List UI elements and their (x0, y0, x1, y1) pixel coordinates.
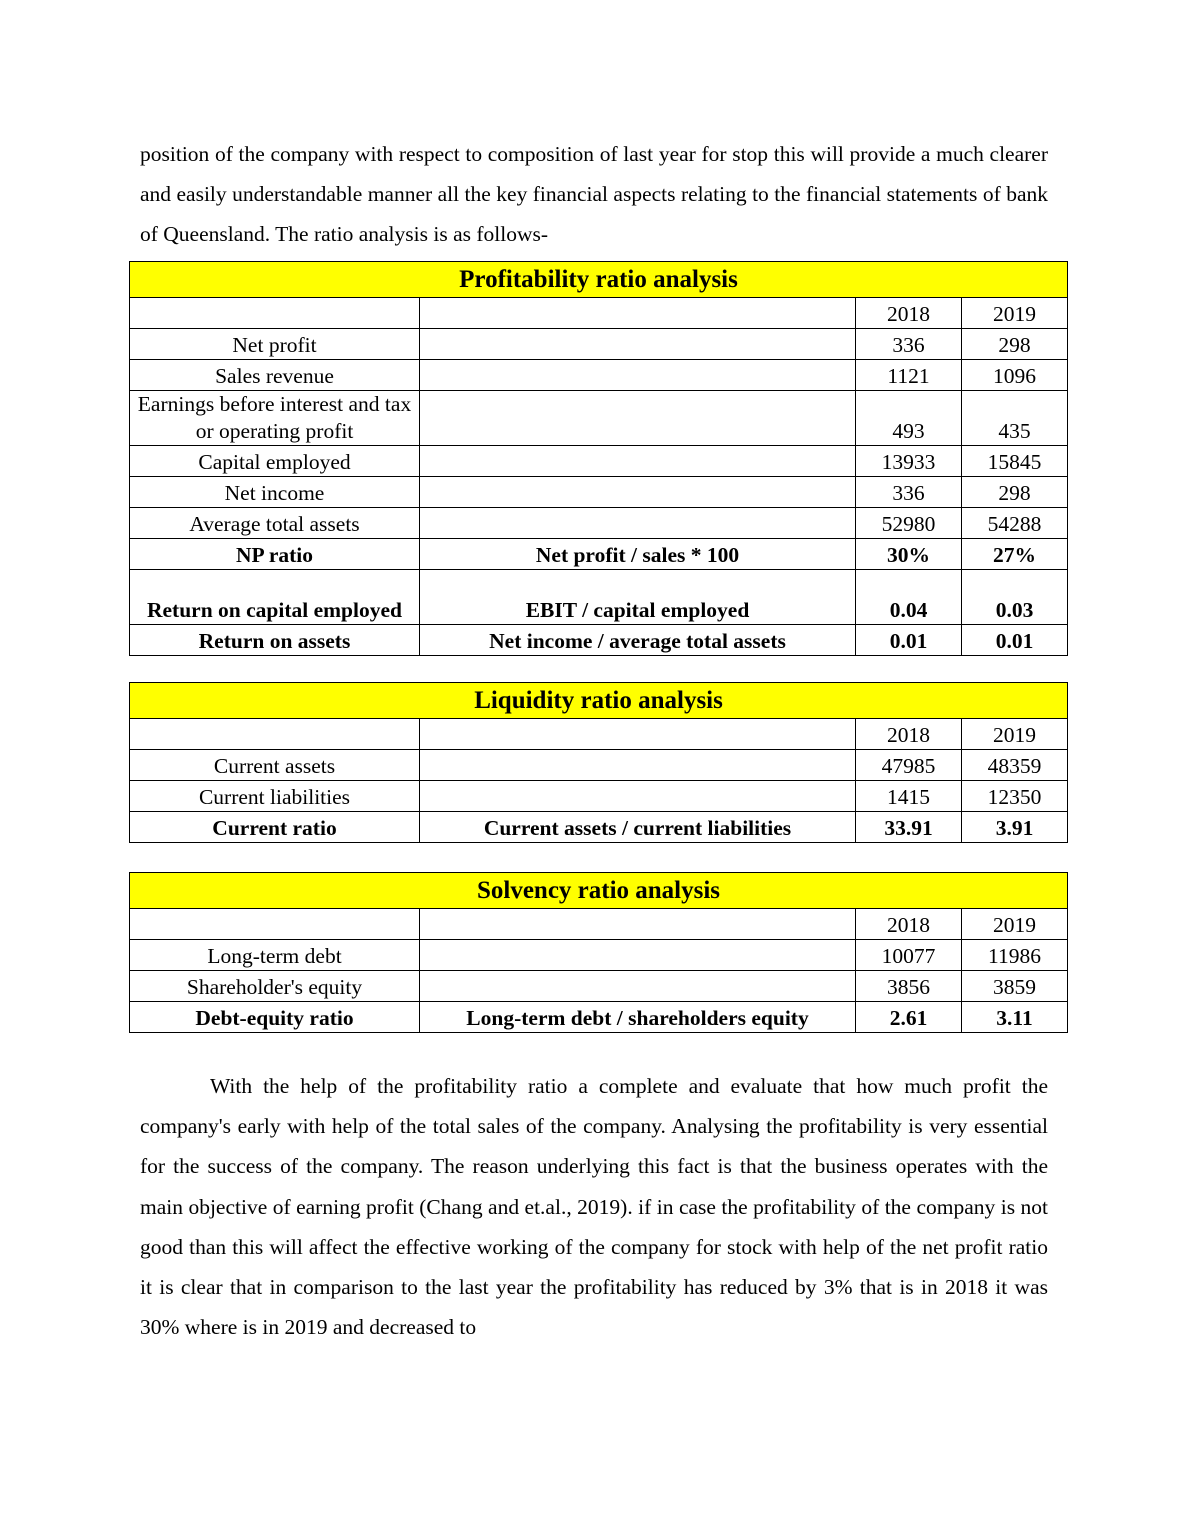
value-2018: 13933 (856, 446, 962, 477)
table-row (130, 971, 1068, 1002)
row-label: Net income (130, 477, 420, 508)
table-row (130, 446, 1068, 477)
row-formula: Net profit / sales * 100 (420, 539, 856, 570)
row-formula (420, 360, 856, 391)
value-2019: 0.01 (962, 625, 1068, 656)
table-row (130, 940, 1068, 971)
row-formula: Long-term debt / shareholders equity (420, 1002, 856, 1033)
value-2018: 0.04 (856, 570, 962, 625)
row-label: NP ratio (130, 539, 420, 570)
value-2019: 54288 (962, 508, 1068, 539)
row-formula (420, 781, 856, 812)
year-2018: 2018 (856, 909, 962, 940)
row-label: Return on capital employed (130, 570, 420, 625)
table-row-ratio (130, 625, 1068, 656)
row-label: Return on assets (130, 625, 420, 656)
value-2018: 10077 (856, 940, 962, 971)
year-header-row (130, 298, 1068, 329)
row-formula (420, 446, 856, 477)
row-label: Earnings before interest and tax or operating profit (130, 391, 420, 446)
value-2018: 2.61 (856, 1002, 962, 1033)
intro-paragraph: position of the company with respect to composition of last year for stop this will provide a much clearer and easily understandable manner all the key financial aspects relating to the financial statements of bank of Queensland. The ratio analysis is as follows- (140, 142, 1048, 247)
value-2019: 1096 (962, 360, 1068, 391)
row-formula: Net income / average total assets (420, 625, 856, 656)
table-row-ratio (130, 1002, 1068, 1033)
value-2019: 48359 (962, 750, 1068, 781)
year-2018: 2018 (856, 298, 962, 329)
table-row (130, 508, 1068, 539)
row-label: Capital employed (130, 446, 420, 477)
row-label: Sales revenue (130, 360, 420, 391)
value-2018: 33.91 (856, 812, 962, 843)
table-row (130, 750, 1068, 781)
value-2019: 298 (962, 477, 1068, 508)
row-formula (420, 940, 856, 971)
value-2018: 47985 (856, 750, 962, 781)
value-2018: 493 (856, 391, 962, 446)
table-row-ratio (130, 570, 1068, 625)
row-label: Net profit (130, 329, 420, 360)
value-2019: 3.91 (962, 812, 1068, 843)
profitability-table (129, 261, 1068, 656)
value-2019: 12350 (962, 781, 1068, 812)
table-row (130, 329, 1068, 360)
row-formula (420, 477, 856, 508)
table-row (130, 360, 1068, 391)
row-label: Debt-equity ratio (130, 1002, 420, 1033)
value-2018: 3856 (856, 971, 962, 1002)
value-2018: 52980 (856, 508, 962, 539)
row-formula (420, 391, 856, 446)
row-label: Long-term debt (130, 940, 420, 971)
value-2018: 30% (856, 539, 962, 570)
value-2018: 336 (856, 477, 962, 508)
value-2018: 0.01 (856, 625, 962, 656)
value-2019: 298 (962, 329, 1068, 360)
analysis-paragraph: With the help of the profitability ratio a complete and evaluate that how much profit the company's early with help of the total sales of the company. Analysing the profitability is very essential for the success of the company. The reason underlying this fact is that the business operates with the main objective of earning profit (Chang and et.al., 2019). if in case the profitability of the company is not good than this will affect the effective working of the company for stock with help of the net profit ratio it is clear that in comparison to the last year the profitability has reduced by 3% that is in 2018 it was 30% where is in 2019 and decreased to (140, 1074, 1048, 1340)
solvency-title: Solvency ratio analysis (130, 873, 1068, 909)
table-row (130, 391, 1068, 446)
table-row-ratio (130, 812, 1068, 843)
row-formula: EBIT / capital employed (420, 570, 856, 625)
liquidity-table (129, 682, 1068, 843)
table-row (130, 781, 1068, 812)
row-label: Shareholder's equity (130, 971, 420, 1002)
value-2019: 435 (962, 391, 1068, 446)
year-2019: 2019 (962, 298, 1068, 329)
year-2019: 2019 (962, 719, 1068, 750)
row-label: Current ratio (130, 812, 420, 843)
value-2018: 336 (856, 329, 962, 360)
year-2019: 2019 (962, 909, 1068, 940)
value-2019: 3859 (962, 971, 1068, 1002)
value-2018: 1415 (856, 781, 962, 812)
year-header-row (130, 719, 1068, 750)
row-label: Current liabilities (130, 781, 420, 812)
row-formula: Current assets / current liabilities (420, 812, 856, 843)
row-label: Average total assets (130, 508, 420, 539)
profitability-title: Profitability ratio analysis (130, 262, 1068, 298)
year-header-row (130, 909, 1068, 940)
value-2019: 0.03 (962, 570, 1068, 625)
row-formula (420, 508, 856, 539)
row-formula (420, 971, 856, 1002)
value-2019: 15845 (962, 446, 1068, 477)
value-2018: 1121 (856, 360, 962, 391)
row-formula (420, 750, 856, 781)
liquidity-title: Liquidity ratio analysis (130, 683, 1068, 719)
table-row-ratio (130, 539, 1068, 570)
row-formula (420, 329, 856, 360)
solvency-table (129, 872, 1068, 1033)
value-2019: 27% (962, 539, 1068, 570)
value-2019: 11986 (962, 940, 1068, 971)
year-2018: 2018 (856, 719, 962, 750)
row-label: Current assets (130, 750, 420, 781)
table-row (130, 477, 1068, 508)
value-2019: 3.11 (962, 1002, 1068, 1033)
